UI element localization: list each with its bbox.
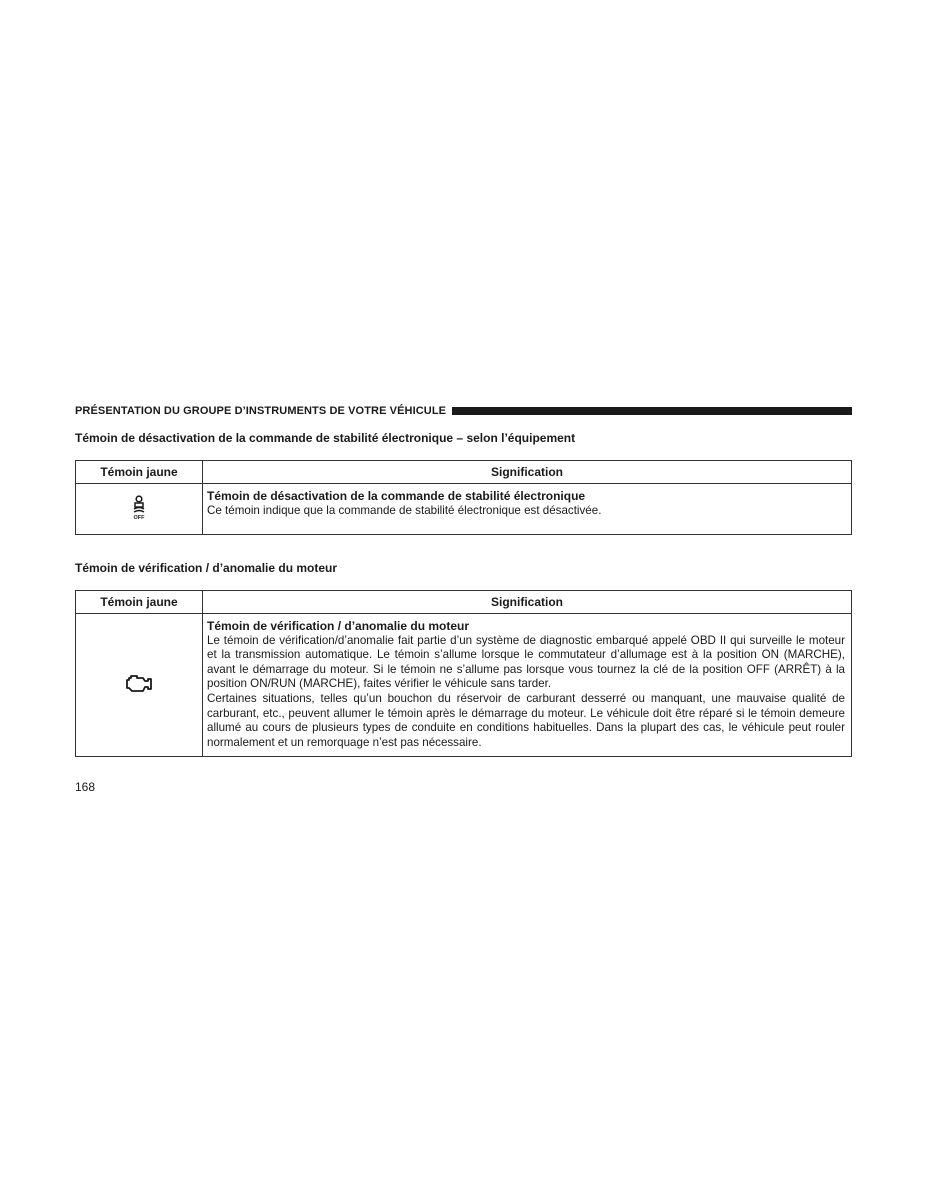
chapter-title: PRÉSENTATION DU GROUPE D’INSTRUMENTS DE VOTRE VÉHICULE [75, 405, 447, 417]
header-rule [452, 407, 852, 415]
col-header-icon: Témoin jaune [76, 591, 203, 614]
esc-off-table [75, 460, 852, 535]
col-header-meaning: Signification [203, 461, 852, 484]
col-header-icon: Témoin jaune [76, 461, 203, 484]
row-body: Ce témoin indique que la commande de stabilité électronique est désactivée. [207, 503, 602, 517]
row-body-2: Certaines situations, telles qu’un bouchon du réservoir de carburant desserré ou manquant, une mauvaise qualité de carburant, etc., peuvent allumer le témoin après le démarrage du moteur. Le véhicule doit être réparé si le témoin demeure allumé au cours de plusieurs types de conduite en conditions habituelles. Dans la plupart des cas, le véhicule peut rouler normalement et un remorquage n’est pas nécessaire. [207, 691, 845, 749]
esc-off-warning-icon [131, 495, 147, 521]
icon-off-text: OFF [133, 514, 145, 521]
icon-cell [76, 484, 203, 535]
meaning-cell [203, 484, 852, 535]
icon-cell [76, 614, 203, 757]
table-row [76, 484, 852, 535]
col-header-meaning: Signification [203, 591, 852, 614]
row-title: Témoin de vérification / d’anomalie du moteur [207, 619, 470, 633]
table-header-row [76, 591, 852, 614]
page-number: 168 [75, 780, 96, 794]
section-header [75, 405, 852, 417]
row-body: Le témoin de vérification/d’anomalie fait partie d’un système de diagnostic embarqué appelé OBD II qui surveille le moteur et la transmission automatique. Le témoin s’allume lorsque le commutateur d’allumage est à la position ON (MARCHE), avant le démarrage du moteur. Si le témoin ne s’allume pas lorsque vous tournez la clé de la position OFF (ARRÊT) à la position ON/RUN (MARCHE), faites vérifier le véhicule sans tarder. [207, 633, 845, 691]
section-title-check-engine: Témoin de vérification / d’anomalie du moteur [75, 561, 338, 575]
check-engine-table [75, 590, 852, 757]
check-engine-icon [125, 674, 153, 694]
section-title-esc-off: Témoin de désactivation de la commande de stabilité électronique – selon l’équipement [75, 431, 576, 445]
meaning-cell [203, 614, 852, 757]
table-header-row [76, 461, 852, 484]
table-row [76, 614, 852, 757]
row-title: Témoin de désactivation de la commande de stabilité électronique [207, 489, 586, 503]
